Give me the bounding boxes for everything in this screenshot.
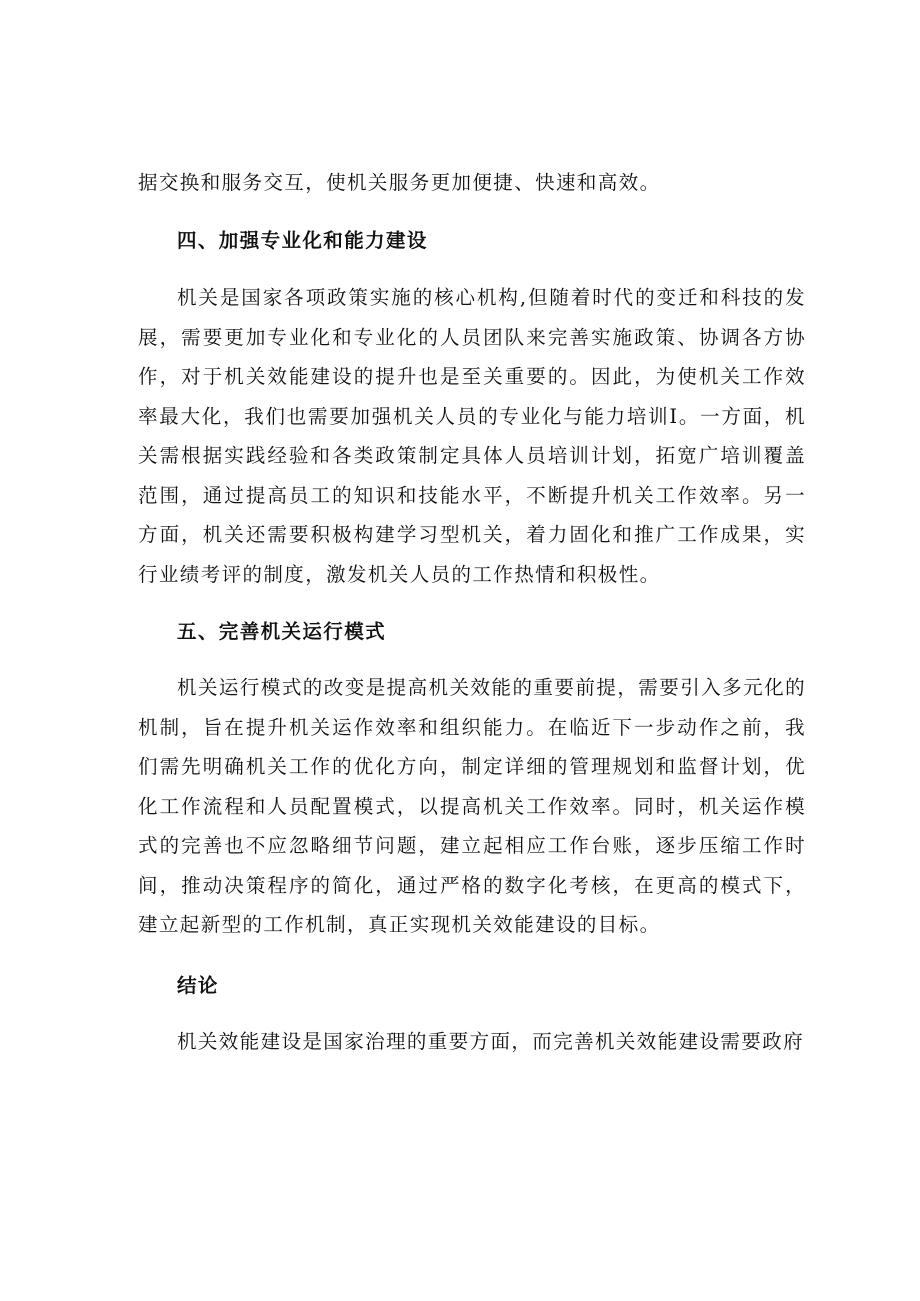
section-4-paragraph: 机关是国家各项政策实施的核心机构,但随着时代的变迁和科技的发展，需要更加专业化和专业化的人员团队来完善实施政策、协调各方协作，对于机关效能建设的提升也是至关重要的。因此，为使机关工作效率最大化，我们也需要加强机关人员的专业化与能力培训Ⅰ。一方面，机关需根据实践经验和各类政策制定具体人员培训计划，拓宽广培训覆盖范围，通过提高员工的知识和技能水平，不断提升机关工作效率。另一方面，机关还需要积极构建学习型机关，着力固化和推广工作成果，实行业绩考评的制度，激发机关人员的工作热情和积极性。 xyxy=(138,286,806,586)
section-5-paragraph: 机关运行模式的改变是提高机关效能的重要前提，需要引入多元化的机制，旨在提升机关运作效率和组织能力。在临近下一步动作之前，我们需先明确机关工作的优化方向，制定详细的管理规划和监督计划，优化工作流程和人员配置模式，以提高机关工作效率。同时，机关运作模式的完善也不应忽略细节问题，建立起相应工作台账，逐步压缩工作时间，推动决策程序的简化，通过严格的数字化考核，在更高的模式下，建立起新型的工作机制，真正实现机关效能建设的目标。 xyxy=(138,676,806,936)
conclusion-paragraph: 机关效能建设是国家治理的重要方面，而完善机关效能建设需要政府 xyxy=(177,1030,805,1053)
section-heading-5: 五、完善机关运行模式 xyxy=(177,620,387,643)
continuation-paragraph: 据交换和服务交互，使机关服务更加便捷、快速和高效。 xyxy=(138,171,661,194)
conclusion-heading: 结论 xyxy=(177,974,219,997)
section-heading-4: 四、加强专业化和能力建设 xyxy=(177,229,428,252)
